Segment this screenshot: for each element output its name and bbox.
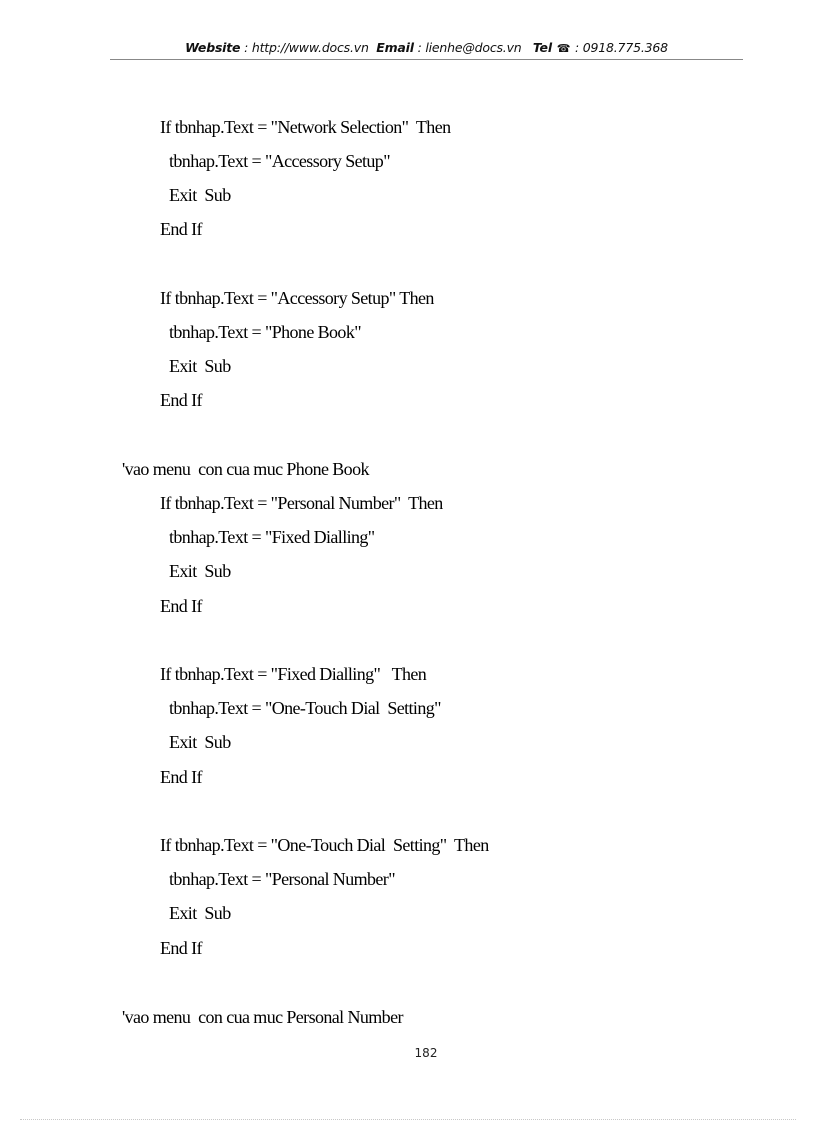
code-line: If tbnhap.Text = "Personal Number" Then: [160, 493, 443, 513]
code-line: tbnhap.Text = "Phone Book": [169, 322, 361, 342]
code-line: Exit Sub: [169, 732, 231, 752]
code-line: If tbnhap.Text = "Network Selection" Then: [160, 117, 451, 137]
page-number: 182: [414, 1046, 438, 1060]
code-line: If tbnhap.Text = "One-Touch Dial Setting" Then: [160, 835, 489, 855]
code-line: Exit Sub: [169, 356, 231, 376]
code-line: End If: [160, 390, 202, 410]
code-line: If tbnhap.Text = "Accessory Setup" Then: [160, 288, 434, 308]
code-line: End If: [160, 219, 202, 239]
tel-label: Tel: [532, 40, 552, 55]
code-line: Exit Sub: [169, 561, 231, 581]
code-line: Exit Sub: [169, 185, 231, 205]
website-link[interactable]: : http://www.docs.vn: [240, 40, 369, 55]
email-label: Email: [376, 40, 414, 55]
code-line: End If: [160, 767, 202, 787]
code-line: tbnhap.Text = "One-Touch Dial Setting": [169, 698, 441, 718]
page-header: [110, 40, 743, 55]
email-link[interactable]: : lienhe@docs.vn: [413, 40, 522, 55]
code-line: tbnhap.Text = "Accessory Setup": [169, 151, 390, 171]
code-line: End If: [160, 596, 202, 616]
header-divider: [110, 59, 743, 60]
footer-divider: [20, 1119, 796, 1120]
code-line: tbnhap.Text = "Fixed Dialling": [169, 527, 375, 547]
code-line: tbnhap.Text = "Personal Number": [169, 869, 395, 889]
code-comment: 'vao menu con cua muc Phone Book: [122, 459, 369, 479]
code-comment: 'vao menu con cua muc Personal Number: [122, 1007, 403, 1027]
website-label: Website: [185, 40, 241, 55]
code-line: If tbnhap.Text = "Fixed Dialling" Then: [160, 664, 427, 684]
code-line: Exit Sub: [169, 903, 231, 923]
tel-number: : 0918.775.368: [571, 40, 668, 55]
phone-icon: ☎: [556, 42, 571, 55]
code-line: End If: [160, 938, 202, 958]
